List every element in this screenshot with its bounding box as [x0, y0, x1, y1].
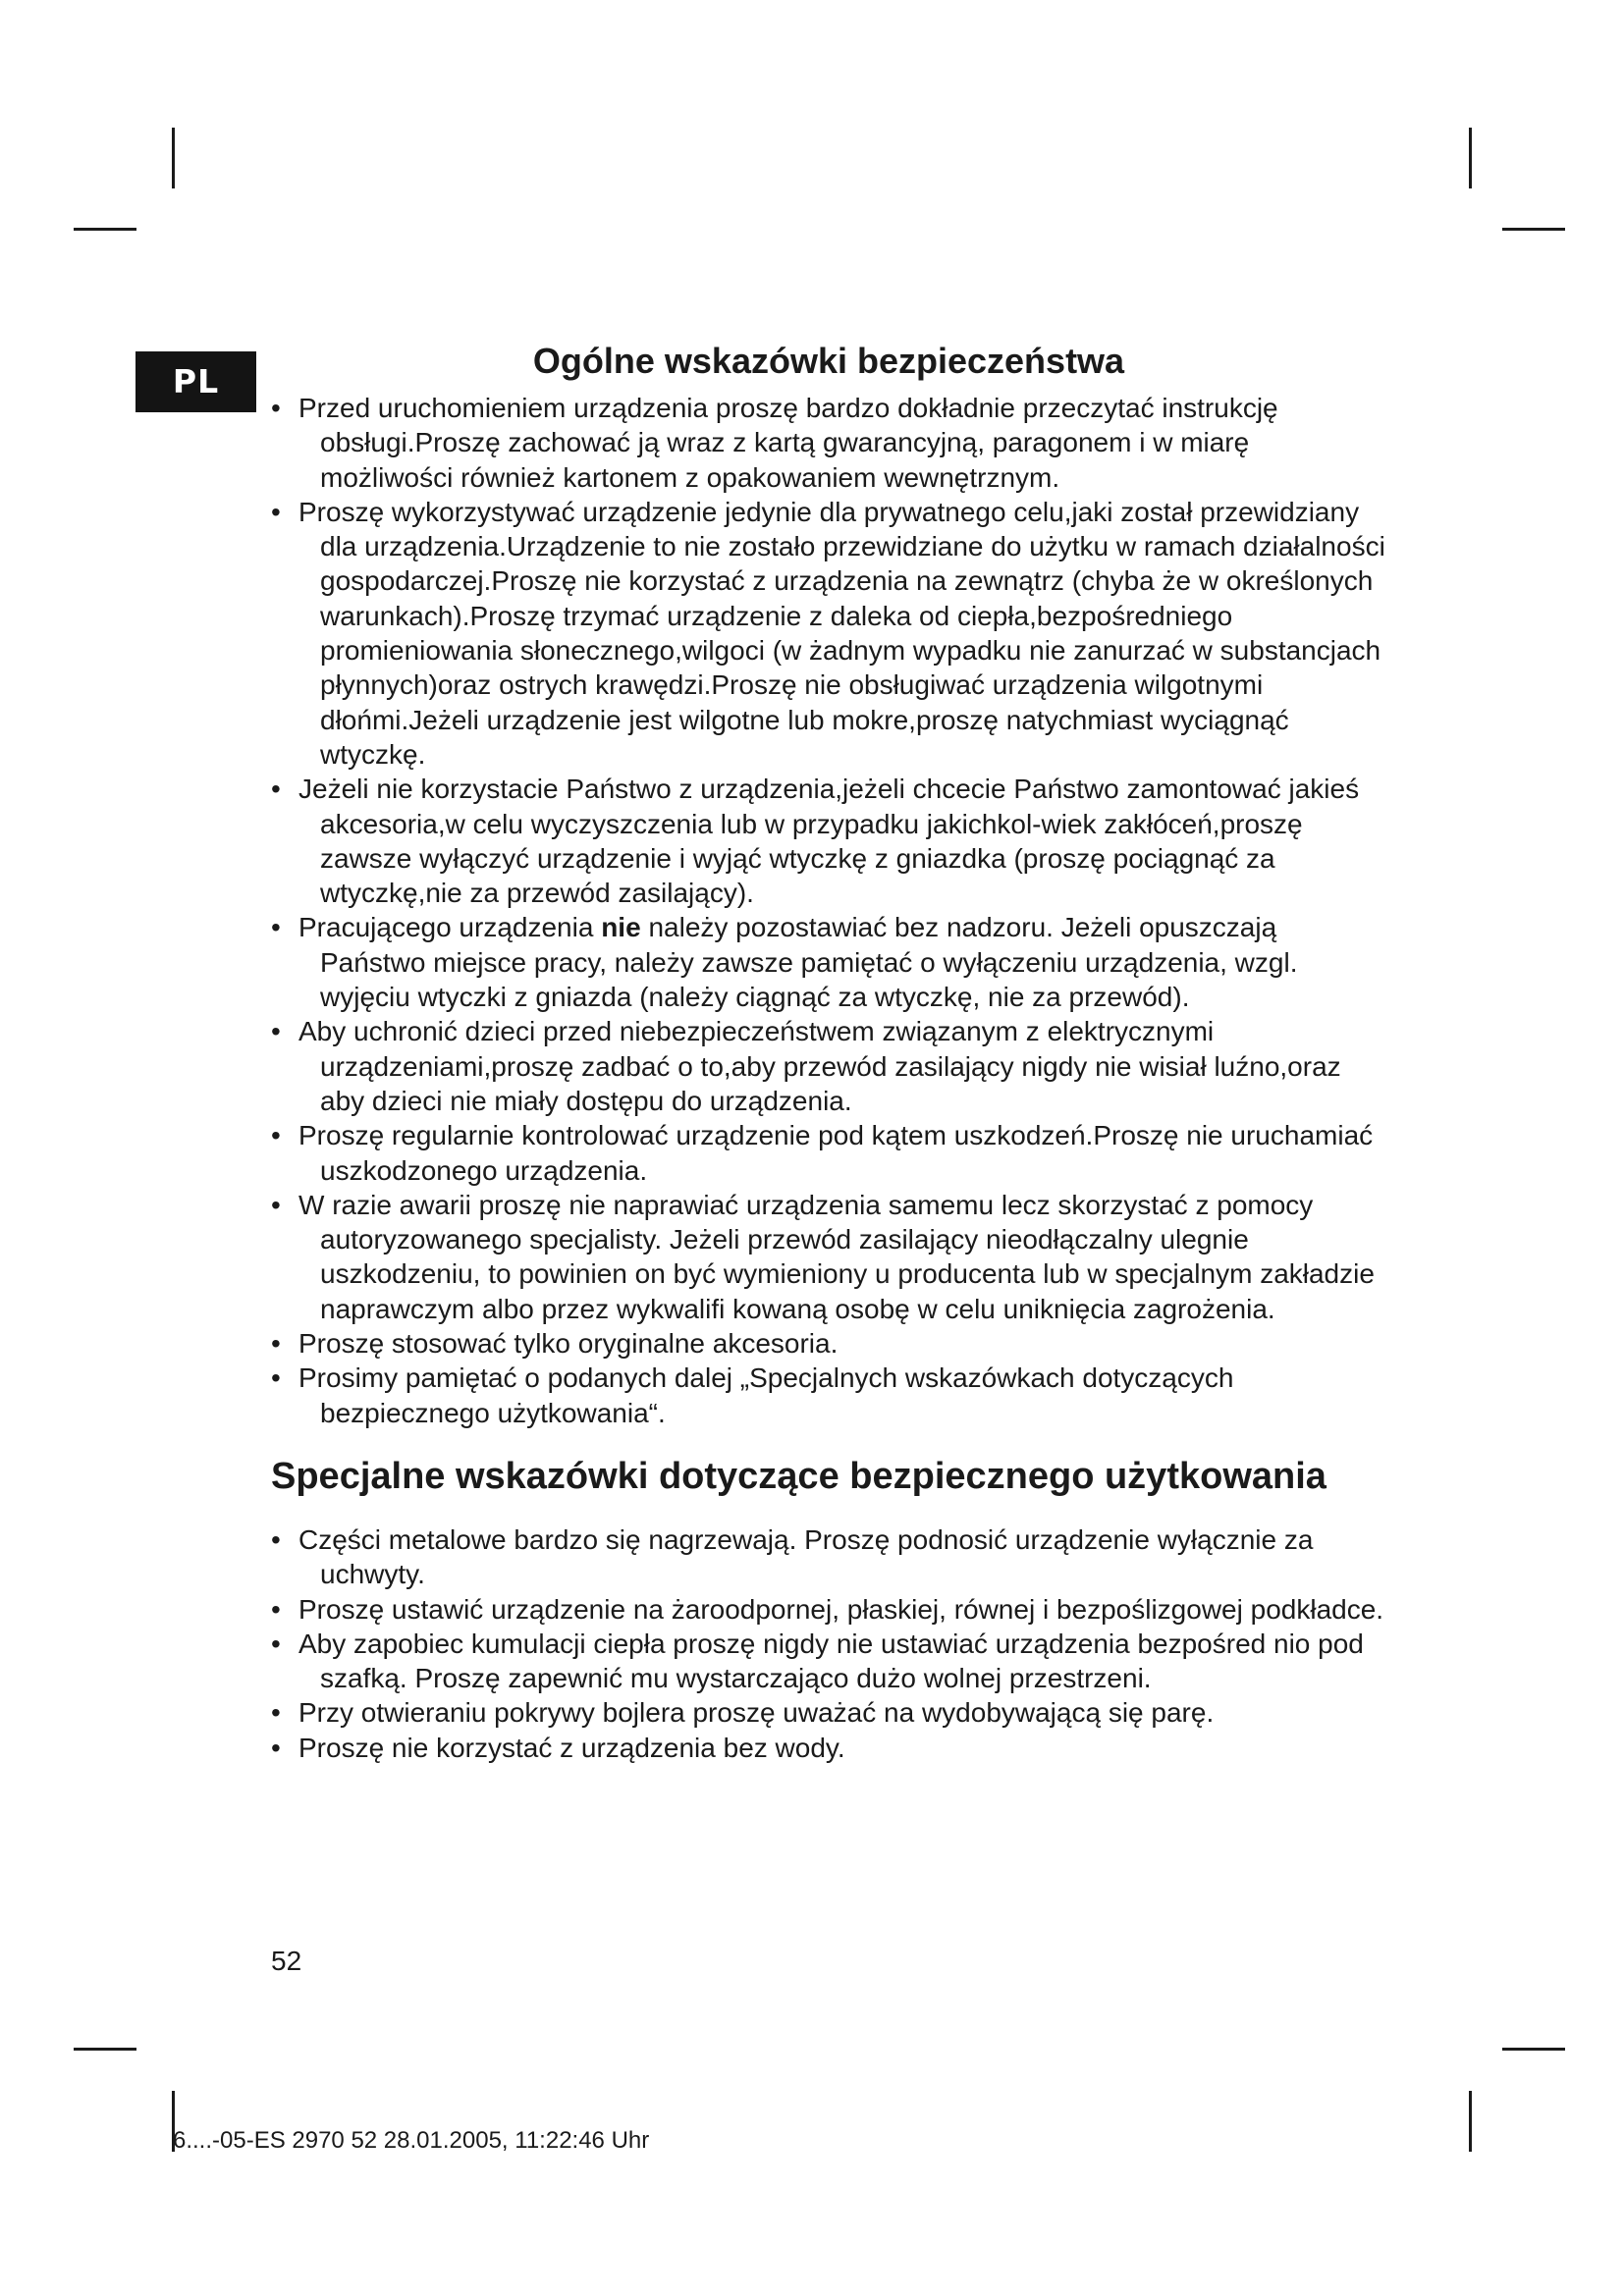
bullet-icon: •: [271, 1628, 281, 1659]
list-item: [271, 1014, 1386, 1118]
crop-mark-top-left-horizontal: [74, 228, 136, 231]
item-first-line-pre: Pracującego urządzenia: [298, 912, 602, 943]
item-first-line: Proszę regularnie kontrolować urządzenie pod kątem uszkodzeń.Proszę nie: [298, 1120, 1223, 1151]
item-first-line: W razie awarii proszę nie naprawiać urządzenia samemu lecz skorzystać z: [298, 1189, 1210, 1220]
item-text: przewidziany dla urządzenia.Urządzenie to nie zostało przewidziane do użytku w ramach działalności gospodarczej.Proszę nie korzystać z urządzenia na zewnątrz (chyba że w określonych warunkach).Proszę trzymać urządzenie z daleka od ciepła,bezpośredniego promieniowania słonecznego,wilgoci (w żadnym wypadku nie zanurzać w substancjach płynnych)oraz ostrych krawędzi.Proszę nie obsługiwać urządzenia wilgotnymi dłońmi.Jeżeli urządzenie jest wilgotne lub mokre,proszę natychmiast wyciągnąć wtyczkę.: [320, 496, 1385, 770]
crop-mark-bottom-right-horizontal: [1502, 2048, 1565, 2051]
item-first-line: Jeżeli nie korzystacie Państwo z urządzenia,jeżeli chcecie Państwo: [298, 774, 1119, 805]
list-item: [271, 1627, 1386, 1696]
list-item: [271, 1731, 1386, 1765]
item-first-line: Proszę nie korzystać z urządzenia bez wody.: [298, 1732, 845, 1763]
item-text: instrukcję obsługi.Proszę zachować ją wraz z kartą gwarancyjną, paragonem i w miarę możliwości również kartonem z opakowaniem wewnętrznym.: [320, 393, 1278, 493]
item-first-line: Proszę ustawić urządzenie na żaroodpornej, płaskiej, równej i bezpoślizgowej: [298, 1593, 1243, 1625]
item-first-line: Aby uchronić dzieci przed niebezpieczeństwem związanym z elektrycznymi: [298, 1016, 1215, 1047]
list-item: [271, 1118, 1386, 1188]
crop-mark-top-left-vertical: [172, 128, 175, 188]
bullet-icon: •: [271, 1732, 281, 1763]
item-first-line: Przed uruchomieniem urządzenia proszę bardzo dokładnie przeczytać: [298, 393, 1155, 423]
section1-list: [271, 391, 1386, 1430]
item-first-line: Prosimy pamiętać o podanych dalej „Specjalnych wskazówkach dotyczących: [298, 1362, 1234, 1394]
item-text: podkładce.: [1250, 1593, 1384, 1625]
list-item: [271, 1695, 1386, 1730]
item-text: urządzeniami,proszę zadbać o to,aby przewód zasilający nigdy nie wisiał luźno,oraz aby dzieci nie miały dostępu do urządzenia.: [320, 1050, 1341, 1116]
crop-mark-bottom-right-vertical: [1469, 2091, 1472, 2152]
document-body: [271, 338, 1386, 1765]
item-first-line: Aby zapobiec kumulacji ciepła proszę nigdy nie ustawiać urządzenia: [298, 1628, 1130, 1659]
item-text: bezpośred nio pod szafką. Proszę zapewnić mu wystarczająco dużo wolnej przestrzeni.: [320, 1628, 1364, 1694]
crop-mark-top-right-horizontal: [1502, 228, 1565, 231]
crop-mark-bottom-left-horizontal: [74, 2048, 136, 2051]
list-item: [271, 1522, 1386, 1592]
bullet-icon: •: [271, 774, 281, 805]
emphasis-nie: nie: [601, 912, 641, 943]
item-text: wyłącznie za uchwyty.: [320, 1523, 1314, 1590]
item-first-line: Przy otwieraniu pokrywy bojlera proszę uważać na wydobywającą się parę.: [298, 1697, 1215, 1729]
list-item: [271, 1188, 1386, 1326]
section2-list: [271, 1522, 1386, 1765]
item-first-line: Proszę wykorzystywać urządzenie jedynie dla prywatnego celu,jaki został: [298, 496, 1193, 527]
item-text: zamontować jakieś akcesoria,w celu wyczyszczenia lub w przypadku jakichkol-wiek zakłóceń,proszę zawsze wyłączyć urządzenie i wyjąć wtyczkę z gniazdka (proszę pociągnąć za wtyczkę,nie za przewód zasilający).: [320, 774, 1360, 909]
bullet-icon: •: [271, 496, 281, 527]
crop-mark-top-right-vertical: [1469, 128, 1472, 188]
page-number: 52: [271, 1946, 302, 1976]
item-text: uruchamiać uszkodzonego urządzenia.: [320, 1120, 1374, 1186]
bullet-icon: •: [271, 912, 281, 943]
item-text: pomocy autoryzowanego specjalisty. Jeżeli przewód zasilający nieodłączalny ulegnie uszkodzeniu, to powinien on być wymieniony u producenta lub w specjalnym zakładzie naprawczym albo przez wykwalifi kowaną osobę w celu uniknięcia zagrożenia.: [320, 1189, 1375, 1324]
item-text: opuszczają Państwo miejsce pracy, należy zawsze pamiętać o wyłączeniu urządzenia, wzgl. wyjęciu wtyczki z gniazda (należy ciągnąć za wtyczkę, nie za przewód).: [320, 912, 1298, 1013]
print-footer-info: 6....-05-ES 2970 52 28.01.2005, 11:22:46 Uhr: [173, 2127, 650, 2154]
bullet-icon: •: [271, 1362, 281, 1394]
list-item: [271, 1326, 1386, 1361]
list-item: [271, 910, 1386, 1014]
list-item: [271, 1361, 1386, 1430]
bullet-icon: •: [271, 1523, 281, 1555]
bullet-icon: •: [271, 393, 281, 423]
language-tab: PL: [135, 351, 256, 412]
bullet-icon: •: [271, 1120, 281, 1151]
item-first-line: Części metalowe bardzo się nagrzewają. Proszę podnosić urządzenie: [298, 1523, 1150, 1555]
bullet-icon: •: [271, 1697, 281, 1729]
bullet-icon: •: [271, 1328, 281, 1360]
item-first-line-post: należy pozostawiać bez nadzoru. Jeżeli: [640, 912, 1132, 943]
list-item: [271, 772, 1386, 910]
item-text: bezpiecznego użytkowania“.: [320, 1397, 666, 1428]
bullet-icon: •: [271, 1593, 281, 1625]
list-item: [271, 1592, 1386, 1627]
bullet-icon: •: [271, 1189, 281, 1220]
list-item: [271, 495, 1386, 772]
item-first-line: Proszę stosować tylko oryginalne akcesoria.: [298, 1328, 839, 1360]
bullet-icon: •: [271, 1016, 281, 1047]
section2-title: Specjalne wskazówki dotyczące bezpiecznego użytkowania: [271, 1455, 1326, 1497]
list-item: [271, 391, 1386, 495]
section1-title: Ogólne wskazówki bezpieczeństwa: [532, 341, 1125, 381]
